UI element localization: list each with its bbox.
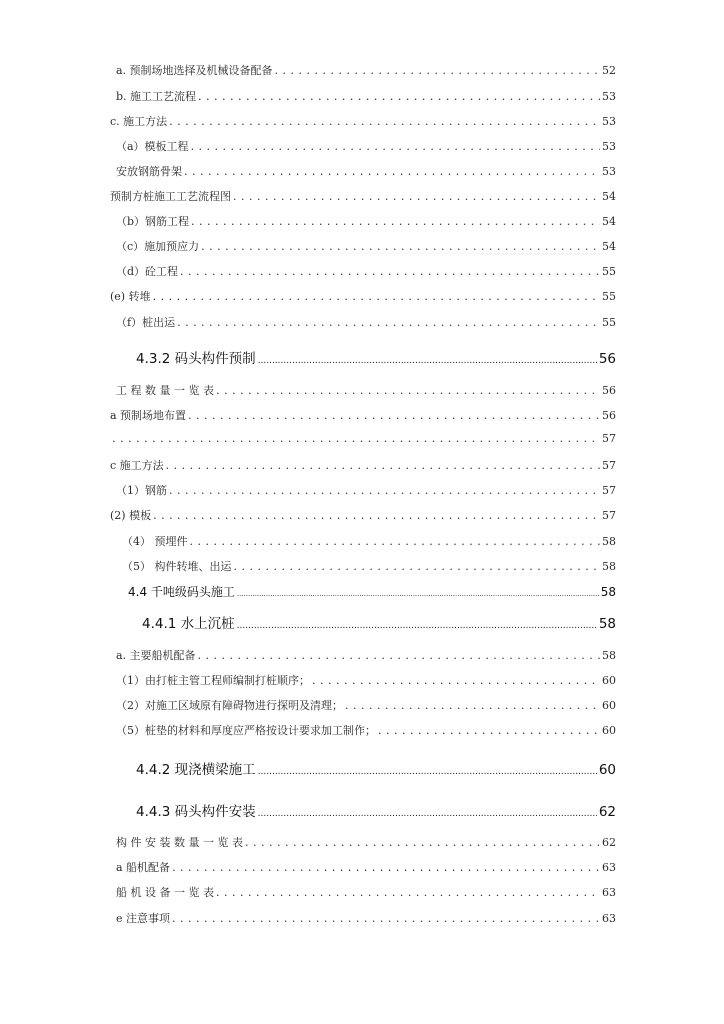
toc-entry[interactable] (122, 533, 616, 549)
toc-entry-page: 54 (602, 190, 616, 203)
toc-entry-page: 55 (602, 290, 616, 303)
toc-entry[interactable] (116, 910, 616, 926)
dot-leader (198, 90, 600, 103)
dot-leader (345, 699, 600, 712)
toc-entry[interactable] (110, 113, 616, 129)
dot-leader (216, 384, 600, 397)
toc-entry-page: 57 (602, 432, 616, 445)
dot-leader (169, 484, 600, 497)
toc-entry-page: 62 (602, 836, 616, 849)
dot-leader (275, 64, 600, 77)
toc-entry-page: 62 (598, 804, 616, 820)
toc-entry[interactable] (110, 288, 616, 304)
toc-entry-title: （f）桩出运 (116, 316, 176, 329)
toc-entry-page: 55 (602, 316, 616, 329)
toc-entry-page: 53 (602, 115, 616, 128)
toc-entry[interactable] (116, 314, 616, 330)
dot-leader (198, 649, 600, 662)
toc-entry[interactable] (116, 163, 616, 179)
dot-leader (191, 215, 600, 228)
toc-entry[interactable] (116, 88, 616, 104)
toc-entry-page: 63 (602, 886, 616, 899)
dot-leader (191, 140, 600, 153)
toc-entry-title: 预制方桩施工工艺流程图 (110, 190, 231, 203)
toc-entry[interactable] (116, 834, 616, 850)
dot-leader (180, 265, 600, 278)
toc-entry[interactable] (110, 188, 616, 204)
toc-entry-title: （2）对施工区域原有障碍物进行探明及清理； (116, 699, 343, 712)
toc-entry-page: 57 (602, 459, 616, 472)
toc-entry-page: 63 (602, 861, 616, 874)
toc-entry-title: e 注意事项 (116, 912, 171, 925)
dot-leader (216, 886, 600, 899)
toc-entry-page: 57 (602, 509, 616, 522)
toc-entry-title: 工 程 数 量 一 览 表 (116, 384, 214, 397)
toc-entry-title: （5） 构件转堆、出运 (122, 560, 232, 573)
toc-entry-page: 58 (600, 585, 616, 599)
toc-entry-page: 60 (602, 674, 616, 687)
dot-leader (184, 165, 600, 178)
dot-leader (245, 836, 600, 849)
toc-entry-page: 54 (602, 240, 616, 253)
dot-leader (112, 432, 600, 445)
dot-leader (172, 861, 600, 874)
toc-entry-title: （a）模板工程 (116, 140, 189, 153)
toc-entry[interactable] (116, 482, 616, 498)
toc-entry-title: （c）施加预应力 (116, 240, 200, 253)
toc-entry-page: 56 (598, 351, 616, 367)
dot-leader (153, 509, 600, 522)
toc-entry-title: （d）砼工程 (116, 265, 179, 278)
toc-entry-title: (2) 模板 (110, 509, 152, 522)
toc-entry[interactable] (116, 263, 616, 279)
toc-entry[interactable] (116, 62, 616, 78)
toc-entry-title: 安放钢筋骨架 (116, 165, 182, 178)
toc-entry-title: a. 主要船机配备 (116, 649, 196, 662)
dot-leader (169, 115, 600, 128)
toc-entry-page: 54 (602, 215, 616, 228)
toc-entry-title: （4） 预埋件 (122, 535, 188, 548)
toc-entry[interactable] (110, 432, 616, 445)
toc-entry-page: 56 (602, 409, 616, 422)
toc-entry-title: 4.3.2 码头构件预制 (136, 351, 256, 367)
dot-leader (233, 190, 600, 203)
dot-leader (172, 912, 600, 925)
toc-entry-title: 4.4.2 现浇横梁施工 (136, 762, 256, 778)
toc-entry-title: a 预制场地布置 (110, 409, 187, 422)
dot-leader (312, 674, 600, 687)
dot-leader (188, 409, 600, 422)
toc-entry-title: 4.4 千吨级码头施工 (128, 585, 235, 599)
toc-entry-page: 52 (602, 64, 616, 77)
toc-entry[interactable] (116, 697, 616, 713)
toc-entry-title: （5）桩垫的材料和厚度应严格按设计要求加工制作； (116, 724, 376, 737)
dot-leader (378, 724, 600, 737)
toc-entry-page: 55 (602, 265, 616, 278)
dot-leader (177, 316, 600, 329)
dot-leader (190, 535, 601, 548)
toc-entry-title: c 施工方法 (110, 459, 164, 472)
toc-entry-page: 63 (602, 912, 616, 925)
toc-section-heading[interactable] (128, 583, 616, 600)
toc-section-heading[interactable] (136, 758, 616, 778)
toc-entry[interactable] (116, 672, 616, 688)
toc-entry-title: (e) 转堆 (110, 290, 151, 303)
toc-section-heading[interactable] (136, 800, 616, 820)
toc-entry-page: 58 (602, 535, 616, 548)
toc-entry-page: 53 (602, 90, 616, 103)
toc-entry[interactable] (116, 138, 616, 154)
toc-entry-title: 4.4.3 码头构件安装 (136, 804, 256, 820)
toc-entry-title: a 船机配备 (116, 861, 171, 874)
toc-entry-page: 60 (602, 699, 616, 712)
dot-leader (166, 459, 600, 472)
toc-entry-title: a. 预制场地选择及机械设备配备 (116, 64, 273, 77)
toc-entry-page: 53 (602, 140, 616, 153)
toc-entry-page: 58 (602, 560, 616, 573)
dot-leader (153, 290, 600, 303)
toc-section-heading[interactable] (136, 347, 616, 367)
toc-entry[interactable] (116, 647, 616, 663)
dot-leader (258, 351, 597, 367)
toc-entry-page: 53 (602, 165, 616, 178)
dot-leader (258, 762, 597, 778)
toc-entry[interactable] (110, 407, 616, 423)
toc-entry[interactable] (116, 238, 616, 254)
toc-entry-page: 58 (602, 649, 616, 662)
toc-entry-title: （b）钢筋工程 (116, 215, 190, 228)
toc-entry[interactable] (110, 507, 616, 523)
toc-entry-title: 构 件 安 装 数 量 一 览 表 (116, 836, 243, 849)
toc-entry[interactable] (116, 859, 616, 875)
dot-leader (258, 804, 597, 820)
toc-entry-title: 船 机 设 备 一 览 表 (116, 886, 214, 899)
toc-section-heading[interactable] (142, 612, 616, 632)
dot-leader (237, 585, 599, 599)
dot-leader (237, 616, 597, 632)
toc-entry[interactable] (116, 884, 616, 900)
toc-entry-page: 60 (602, 724, 616, 737)
toc-entry-page: 58 (598, 616, 616, 632)
toc-entry-title: c. 施工方法 (110, 115, 168, 128)
toc-entry[interactable] (116, 382, 616, 398)
toc-entry-page: 57 (602, 484, 616, 497)
toc-entry-title: （1）钢筋 (116, 484, 167, 497)
dot-leader (234, 560, 601, 573)
toc-entry[interactable] (122, 558, 616, 574)
toc-entry-page: 60 (598, 762, 616, 778)
toc-entry[interactable] (116, 722, 616, 738)
dot-leader (201, 240, 600, 253)
toc-entry[interactable] (116, 213, 616, 229)
toc-entry-title: （1）由打桩主管工程师编制打桩顺序； (116, 674, 310, 687)
toc-entry-title: b. 施工工艺流程 (116, 90, 197, 103)
toc-entry[interactable] (110, 457, 616, 473)
toc-entry-title: 4.4.1 水上沉桩 (142, 616, 235, 632)
toc-entry-page: 56 (602, 384, 616, 397)
